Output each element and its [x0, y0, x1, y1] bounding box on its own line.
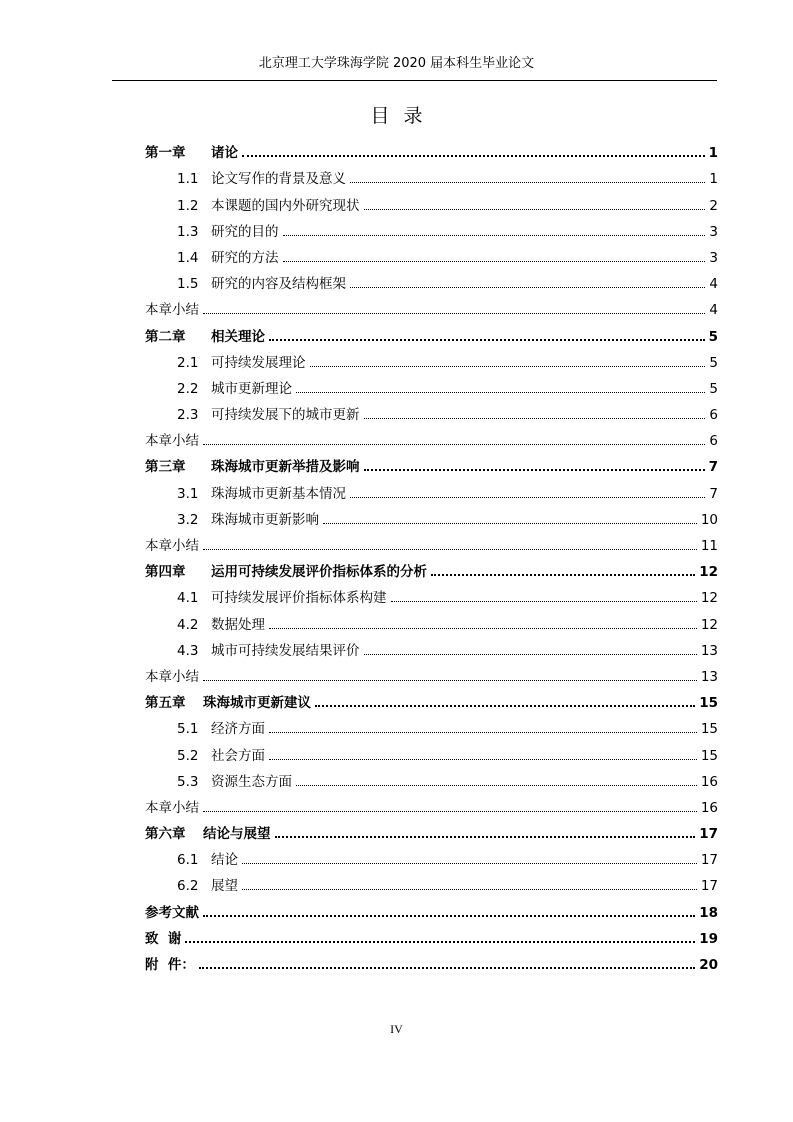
toc-entry-title: 社会方面: [211, 747, 265, 764]
toc-entry-section[interactable]: [145, 580, 718, 606]
toc-entry-number: 1.3: [177, 223, 199, 240]
toc-entry-number: 1.4: [177, 249, 199, 266]
toc-entry-page: 2: [709, 197, 718, 214]
toc-entry-number: 4.2: [177, 616, 199, 633]
toc-leader-dots: [203, 313, 705, 314]
toc-entry-page: 7: [709, 485, 718, 502]
toc-entry-number: 6.2: [177, 878, 199, 895]
toc-entry-number: 第五章: [145, 695, 186, 712]
toc-leader-dots: [364, 654, 697, 655]
toc-entry-title: 参考文献: [145, 904, 199, 921]
toc-entry-page: 10: [700, 511, 718, 528]
toc-entry-chapter[interactable]: [145, 685, 718, 711]
toc-leader-dots: [364, 469, 705, 471]
toc-entry-number: 1.1: [177, 171, 199, 188]
toc-entry-page: 15: [700, 721, 718, 738]
toc-entry-chapter[interactable]: [145, 947, 718, 973]
toc-leader-dots: [203, 549, 697, 550]
toc-entry-section[interactable]: [145, 868, 718, 894]
toc-entry-title: 珠海城市更新基本情况: [211, 485, 346, 502]
toc-entry-page: 5: [709, 354, 718, 371]
toc-entry-title: 珠海城市更新建议: [203, 695, 311, 712]
toc-entry-title: 可持续发展理论: [211, 354, 306, 371]
toc-entry-title: 可持续发展下的城市更新: [211, 407, 360, 424]
toc-leader-dots: [242, 155, 705, 157]
toc-entry-number: 1.2: [177, 197, 199, 214]
toc-leader-dots: [364, 209, 706, 210]
toc-entry-summary[interactable]: [145, 423, 718, 449]
toc-entry-title: 研究的内容及结构框架: [211, 276, 346, 293]
toc-entry-page: 17: [700, 852, 718, 869]
toc-entry-section[interactable]: [145, 475, 718, 501]
toc-leader-dots: [269, 628, 697, 629]
toc-leader-dots: [364, 418, 706, 419]
toc-title: 目录: [370, 105, 437, 127]
toc-entry-page: 7: [708, 459, 718, 476]
toc-entry-number: 第四章: [145, 564, 186, 581]
toc-entry-page: 16: [700, 799, 718, 816]
toc-entry-page: 17: [699, 826, 718, 843]
toc-entry-section[interactable]: [145, 161, 718, 187]
toc-entry-chapter[interactable]: [145, 449, 718, 475]
toc-leader-dots: [391, 601, 697, 602]
toc-entry-number: 4.3: [177, 642, 199, 659]
toc-entry-page: 13: [700, 642, 718, 659]
toc-leader-dots: [203, 915, 695, 917]
toc-entry-summary[interactable]: [145, 292, 718, 318]
header-rule: [112, 80, 717, 81]
toc-entry-title: 珠海城市更新举措及影响: [211, 459, 360, 476]
toc-entry-title: 诸论: [211, 145, 238, 162]
toc-entry-page: 15: [700, 747, 718, 764]
toc-entry-page: 6: [709, 433, 718, 450]
toc-entry-chapter[interactable]: [145, 554, 718, 580]
toc-entry-title: 本章小结: [145, 433, 199, 450]
toc-entry-page: 1: [708, 145, 718, 162]
toc-entry-section[interactable]: [145, 633, 718, 659]
toc-leader-dots: [269, 339, 705, 341]
toc-entry-page: 13: [700, 668, 718, 685]
toc-leader-dots: [185, 941, 695, 943]
toc-entry-title: 城市更新理论: [211, 380, 292, 397]
toc-entry-title: 论文写作的背景及意义: [211, 171, 346, 188]
toc-entry-page: 5: [708, 328, 718, 345]
table-of-contents: [145, 135, 718, 973]
toc-leader-dots: [310, 366, 706, 367]
toc-entry-chapter[interactable]: [145, 921, 718, 947]
toc-leader-dots: [269, 732, 697, 733]
toc-entry-page: 5: [709, 380, 718, 397]
toc-entry-number: 4.1: [177, 590, 199, 607]
toc-leader-dots: [350, 182, 705, 183]
toc-entry-page: 15: [699, 695, 718, 712]
toc-entry-page: 3: [709, 223, 718, 240]
toc-entry-number: 6.1: [177, 852, 199, 869]
toc-entry-number: 1.5: [177, 276, 199, 293]
toc-entry-page: 18: [699, 904, 718, 921]
toc-leader-dots: [350, 497, 705, 498]
toc-leader-dots: [283, 235, 706, 236]
toc-leader-dots: [350, 287, 705, 288]
toc-entry-title: 结论: [211, 852, 238, 869]
toc-entry-chapter[interactable]: [145, 135, 718, 161]
toc-entry-number: 5.2: [177, 747, 199, 764]
toc-entry-section[interactable]: [145, 345, 718, 371]
toc-entry-page: 12: [700, 590, 718, 607]
toc-entry-number: 2.2: [177, 380, 199, 397]
toc-entry-number: 2.3: [177, 407, 199, 424]
toc-entry-page: 17: [700, 878, 718, 895]
toc-entry-title: 珠海城市更新影响: [211, 511, 319, 528]
toc-leader-dots: [203, 811, 697, 812]
toc-leader-dots: [283, 261, 706, 262]
toc-entry-number: 第二章: [145, 328, 186, 345]
toc-entry-summary[interactable]: [145, 528, 718, 554]
toc-entry-chapter[interactable]: [145, 894, 718, 920]
toc-entry-page: 1: [709, 171, 718, 188]
toc-entry-section[interactable]: [145, 737, 718, 763]
toc-entry-number: 3.2: [177, 511, 199, 528]
toc-entry-page: 4: [709, 276, 718, 293]
toc-leader-dots: [275, 836, 696, 838]
toc-entry-title: 本章小结: [145, 799, 199, 816]
toc-entry-section[interactable]: [145, 371, 718, 397]
toc-leader-dots: [203, 444, 705, 445]
toc-entry-number: 2.1: [177, 354, 199, 371]
toc-entry-section[interactable]: [145, 764, 718, 790]
toc-leader-dots: [296, 785, 697, 786]
toc-leader-dots: [242, 863, 697, 864]
toc-entry-summary[interactable]: [145, 790, 718, 816]
toc-entry-title: 本章小结: [145, 302, 199, 319]
toc-entry-title: 经济方面: [211, 721, 265, 738]
toc-entry-section[interactable]: [145, 214, 718, 240]
toc-entry-page: 20: [699, 957, 718, 973]
toc-leader-dots: [315, 705, 695, 707]
toc-entry-chapter[interactable]: [145, 318, 718, 344]
toc-entry-page: 16: [700, 773, 718, 790]
toc-leader-dots: [296, 392, 705, 393]
toc-leader-dots: [199, 967, 695, 969]
toc-entry-title: 致 谢: [145, 930, 182, 947]
toc-entry-section[interactable]: [145, 397, 718, 423]
toc-entry-page: 19: [699, 930, 718, 947]
toc-entry-title: 数据处理: [211, 616, 265, 633]
toc-entry-title: 附 件：: [145, 957, 195, 973]
toc-entry-number: 5.3: [177, 773, 199, 790]
toc-entry-section[interactable]: [145, 502, 718, 528]
toc-leader-dots: [203, 680, 697, 681]
toc-entry-number: 第三章: [145, 459, 186, 476]
toc-entry-number: 第六章: [145, 826, 186, 843]
toc-entry-page: 12: [699, 564, 718, 581]
toc-entry-chapter[interactable]: [145, 816, 718, 842]
toc-entry-number: 第一章: [145, 145, 186, 162]
toc-leader-dots: [431, 574, 695, 576]
toc-entry-summary[interactable]: [145, 659, 718, 685]
toc-leader-dots: [242, 889, 697, 890]
toc-entry-section[interactable]: [145, 711, 718, 737]
toc-entry-title: 城市可持续发展结果评价: [211, 642, 360, 659]
toc-entry-title: 研究的目的: [211, 223, 279, 240]
toc-leader-dots: [323, 523, 697, 524]
toc-entry-title: 可持续发展评价指标体系构建: [211, 590, 387, 607]
running-header: 北京理工大学珠海学院 2020 届本科生毕业论文: [258, 56, 535, 71]
toc-entry-title: 本课题的国内外研究现状: [211, 197, 360, 214]
toc-entry-section[interactable]: [145, 606, 718, 632]
toc-leader-dots: [269, 759, 697, 760]
toc-entry-page: 12: [700, 616, 718, 633]
toc-entry-section[interactable]: [145, 266, 718, 292]
toc-entry-page: 11: [700, 538, 718, 554]
toc-entry-title: 相关理论: [211, 328, 265, 345]
toc-entry-title: 结论与展望: [203, 826, 271, 843]
toc-entry-section[interactable]: [145, 240, 718, 266]
toc-entry-title: 研究的方法: [211, 249, 279, 266]
toc-entry-page: 4: [709, 302, 718, 319]
page-number: IV: [390, 1022, 403, 1036]
toc-entry-number: 5.1: [177, 721, 199, 738]
toc-entry-title: 资源生态方面: [211, 773, 292, 790]
toc-entry-title: 本章小结: [145, 668, 199, 685]
toc-entry-title: 展望: [211, 878, 238, 895]
toc-entry-page: 6: [709, 407, 718, 424]
toc-entry-number: 3.1: [177, 485, 199, 502]
toc-entry-page: 3: [709, 249, 718, 266]
toc-entry-title: 本章小结: [145, 538, 199, 554]
toc-entry-title: 运用可持续发展评价指标体系的分析: [211, 564, 427, 581]
toc-entry-section[interactable]: [145, 842, 718, 868]
toc-entry-section[interactable]: [145, 187, 718, 213]
